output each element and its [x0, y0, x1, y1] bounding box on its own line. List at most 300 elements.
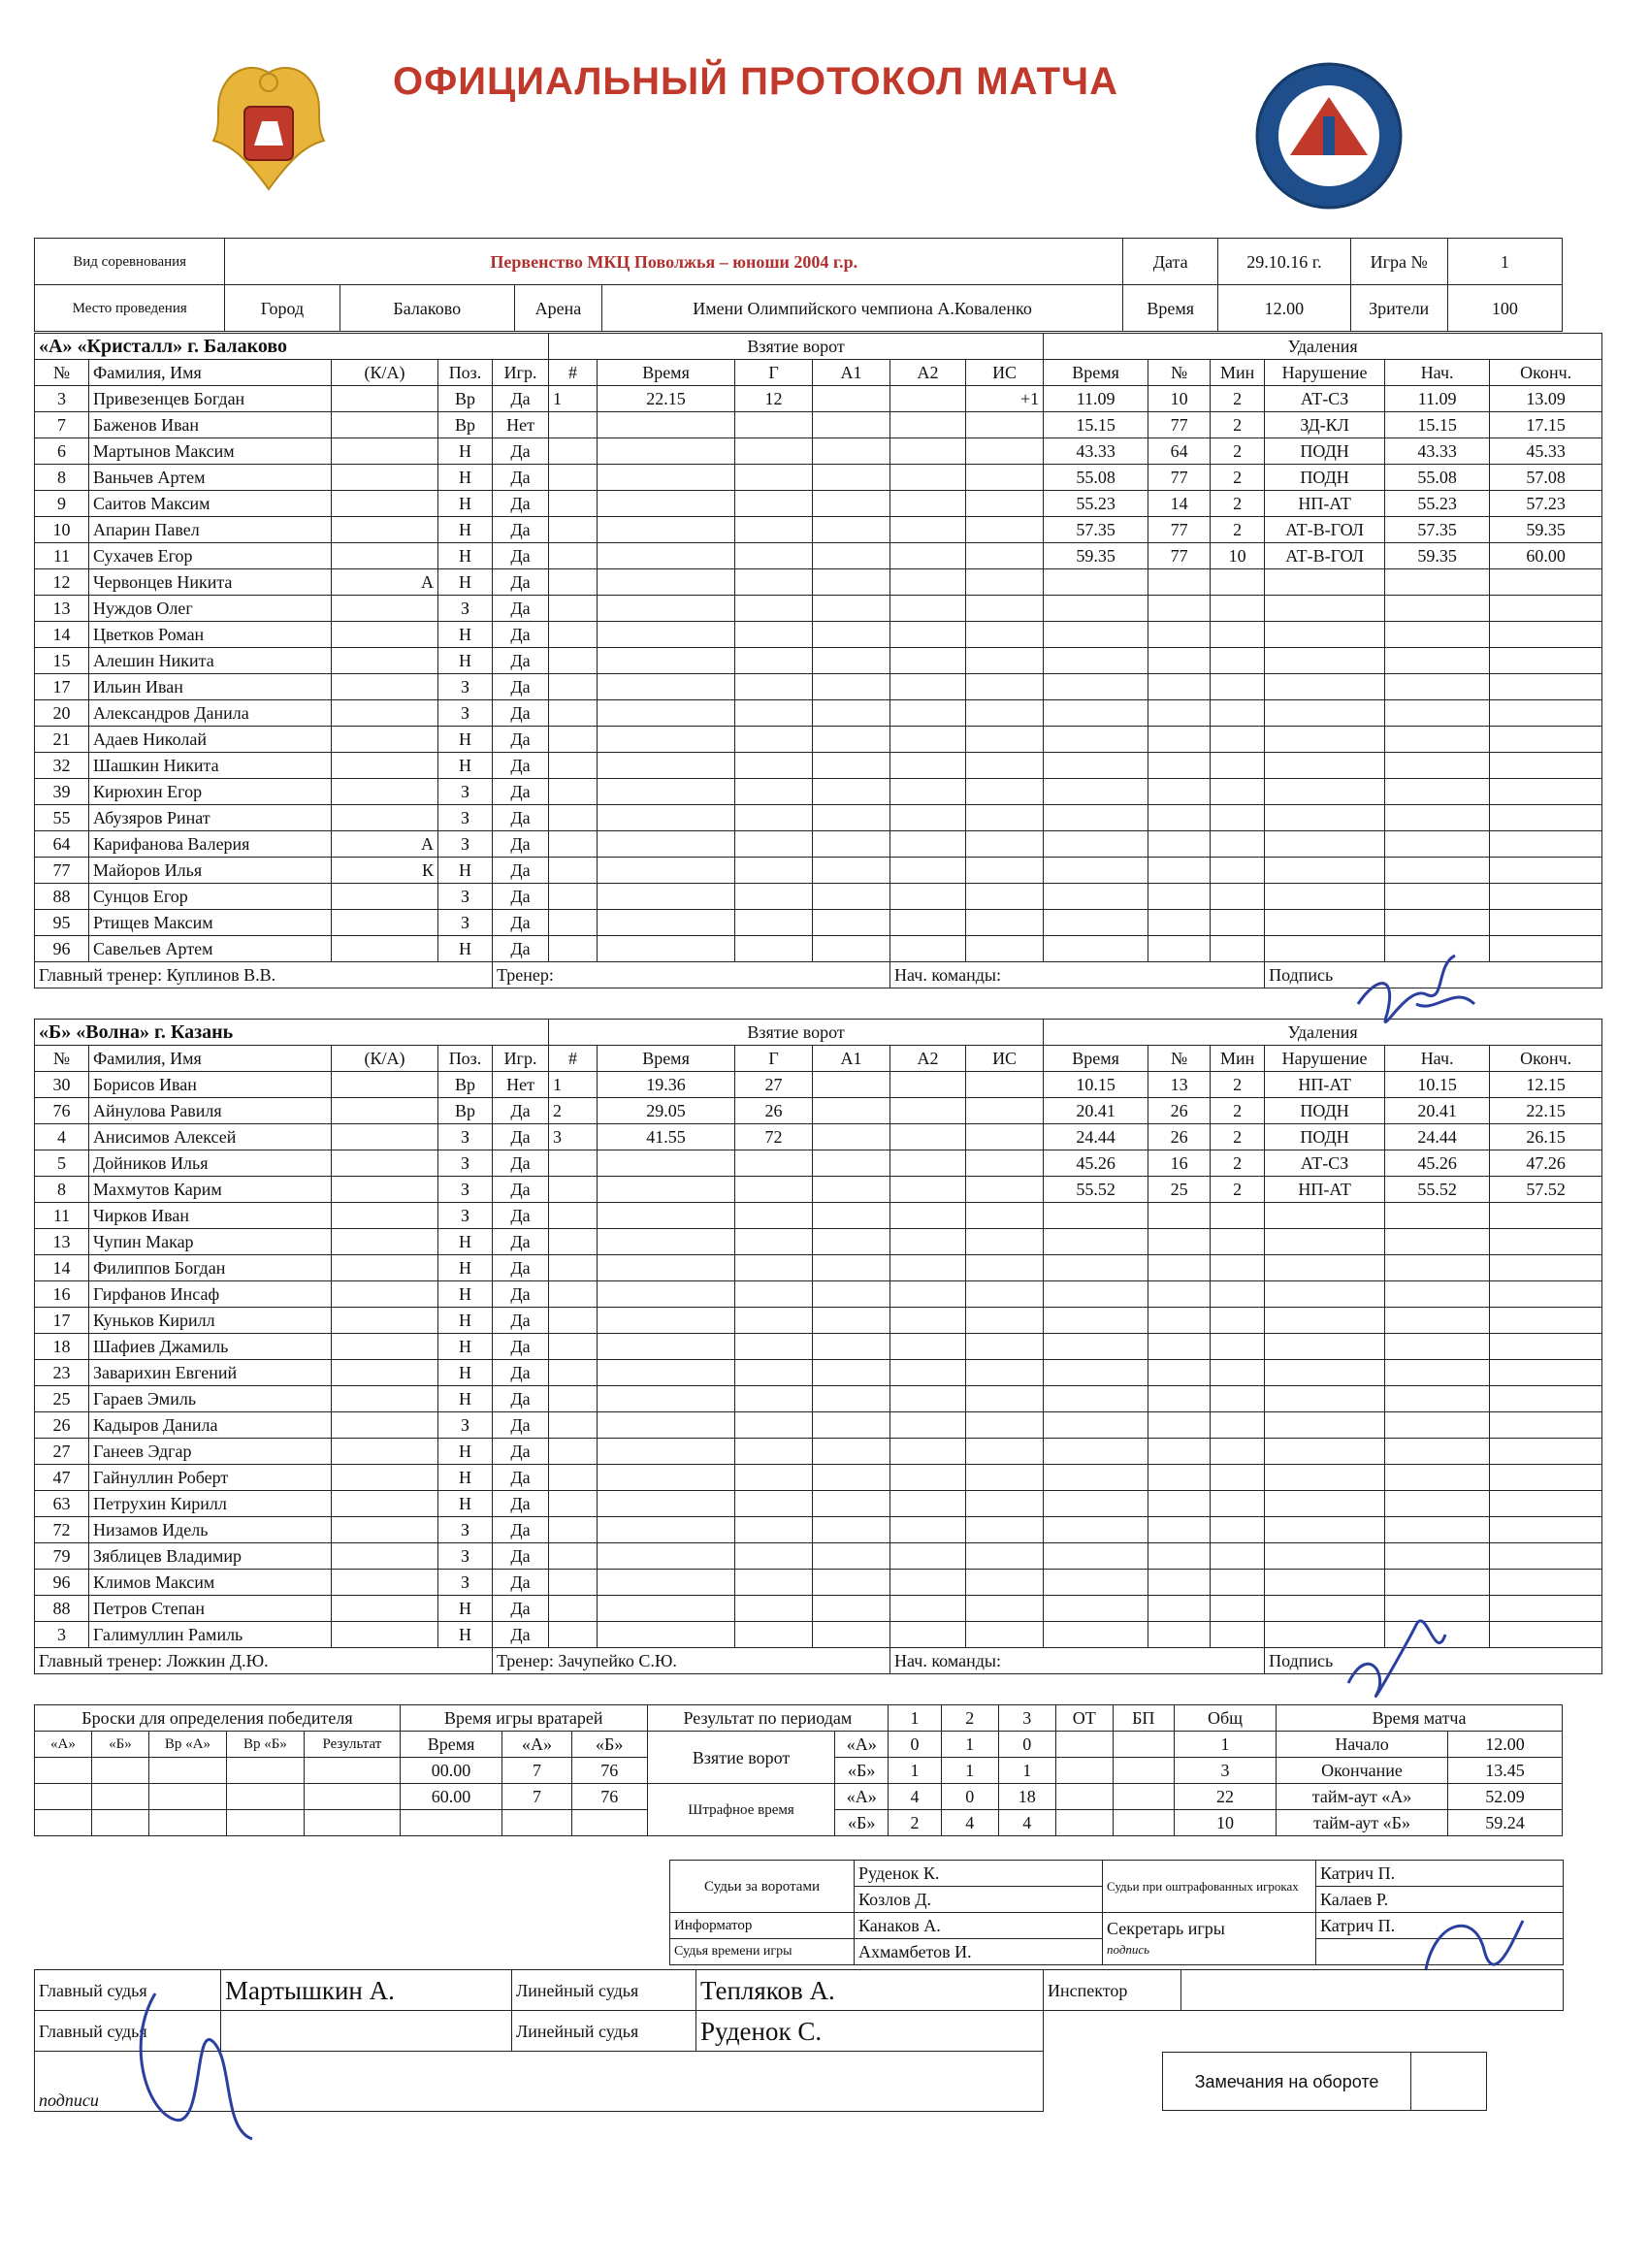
- goal-n: [549, 805, 598, 831]
- goal-is: [966, 1491, 1044, 1517]
- table-row: [35, 1412, 1602, 1439]
- player-pos: З: [438, 884, 493, 910]
- penalty-end: [1490, 1570, 1602, 1596]
- player-name: Дойников Илья: [89, 1150, 332, 1177]
- penalty-viol: [1265, 596, 1385, 622]
- penalty-min: [1211, 831, 1265, 858]
- goal-a1: [813, 1150, 890, 1177]
- goal-g: [735, 543, 813, 569]
- penalty-start: [1385, 1203, 1490, 1229]
- goal-n: [549, 491, 598, 517]
- penalty-min: [1211, 1596, 1265, 1622]
- player-ka: [332, 936, 438, 962]
- pen-a-ot: [1055, 1784, 1113, 1810]
- goal-g: 12: [735, 386, 813, 412]
- penalty-start: [1385, 753, 1490, 779]
- penalty-time: [1044, 1517, 1148, 1543]
- goal-time: [598, 727, 735, 753]
- penalty-start: [1385, 805, 1490, 831]
- goal-time: [598, 1596, 735, 1622]
- goal-g: [735, 1229, 813, 1255]
- penalty-start: [1385, 1491, 1490, 1517]
- team_b-signature: Подпись: [1265, 1648, 1602, 1674]
- team_a-header-is: ИС: [966, 360, 1044, 386]
- so-col-gka: Вр «А»: [148, 1732, 226, 1758]
- penalty-start: [1385, 884, 1490, 910]
- goal-g: [735, 1308, 813, 1334]
- goal-is: [966, 543, 1044, 569]
- penalty-end: [1490, 1360, 1602, 1386]
- goal-a2: [890, 1570, 966, 1596]
- penalty-time: 55.52: [1044, 1177, 1148, 1203]
- penalty-no: [1148, 1255, 1211, 1281]
- penalty-end: 13.09: [1490, 386, 1602, 412]
- penalty-start: [1385, 1465, 1490, 1491]
- goal-n: [549, 1596, 598, 1622]
- player-name: Привезенцев Богдан: [89, 386, 332, 412]
- penalty-start: 45.26: [1385, 1150, 1490, 1177]
- player-pos: Вр: [438, 386, 493, 412]
- penalty-start: 15.15: [1385, 412, 1490, 438]
- goal-is: [966, 1255, 1044, 1281]
- penalty-start: [1385, 727, 1490, 753]
- line-ref-label-2: Линейный судья: [512, 2011, 696, 2052]
- team_a-header-viol: Нарушение: [1265, 360, 1385, 386]
- player-no: 3: [35, 386, 89, 412]
- goal-is: [966, 1596, 1044, 1622]
- player-ka: [332, 1543, 438, 1570]
- goal-is: [966, 1517, 1044, 1543]
- penalty-min: [1211, 753, 1265, 779]
- team_a-header-a1: А1: [813, 360, 890, 386]
- player-name: Карифанова Валерия: [89, 831, 332, 858]
- player-pos: Н: [438, 1255, 493, 1281]
- goal-a1: [813, 1491, 890, 1517]
- goal-is: [966, 779, 1044, 805]
- goal-is: [966, 648, 1044, 674]
- player-name: Ртищев Максим: [89, 910, 332, 936]
- goal-g: [735, 831, 813, 858]
- remarks-label: Замечания на обороте: [1163, 2053, 1411, 2111]
- penalty-min: [1211, 1622, 1265, 1648]
- goal-g: 26: [735, 1098, 813, 1124]
- player-no: 96: [35, 1570, 89, 1596]
- player-play: Да: [493, 858, 549, 884]
- penalty-min: 2: [1211, 1072, 1265, 1098]
- team_b-header-name: Фамилия, Имя: [89, 1046, 332, 1072]
- penalty-min: [1211, 1281, 1265, 1308]
- penalty-no: 26: [1148, 1098, 1211, 1124]
- penalty-end: [1490, 858, 1602, 884]
- team_b-header-viol: Нарушение: [1265, 1046, 1385, 1072]
- goal-a2: [890, 727, 966, 753]
- goal-a1: [813, 674, 890, 700]
- penalty-time: [1044, 1308, 1148, 1334]
- player-name: Филиппов Богдан: [89, 1255, 332, 1281]
- goal-a1: [813, 1570, 890, 1596]
- player-ka: [332, 1150, 438, 1177]
- goal-time: [598, 1360, 735, 1386]
- goal-a1: [813, 1124, 890, 1150]
- penalty-end: 59.35: [1490, 517, 1602, 543]
- goal-a2: [890, 517, 966, 543]
- penalty-min: [1211, 1334, 1265, 1360]
- goal-a1: [813, 1072, 890, 1098]
- goal-n: [549, 936, 598, 962]
- player-ka: [332, 884, 438, 910]
- player-ka: [332, 412, 438, 438]
- penalty-time: [1044, 936, 1148, 962]
- gk-col-b: «Б»: [571, 1732, 647, 1758]
- goal-a2: [890, 700, 966, 727]
- goal-judge-1: Руденок К.: [855, 1861, 1103, 1887]
- player-play: Да: [493, 1491, 549, 1517]
- penalty-end: 26.15: [1490, 1124, 1602, 1150]
- team_a-header-pno: №: [1148, 360, 1211, 386]
- player-no: 10: [35, 517, 89, 543]
- player-no: 5: [35, 1150, 89, 1177]
- goal-time: [598, 936, 735, 962]
- goal-n: [549, 1412, 598, 1439]
- penalty-no: [1148, 1281, 1211, 1308]
- inspector-label: Инспектор: [1044, 1970, 1181, 2011]
- goal-time: [598, 648, 735, 674]
- period-col-3: 3: [998, 1705, 1055, 1732]
- penalty-end: [1490, 936, 1602, 962]
- goal-g: [735, 1491, 813, 1517]
- penalty-no: 10: [1148, 386, 1211, 412]
- goal-time: [598, 1517, 735, 1543]
- player-no: 30: [35, 1072, 89, 1098]
- secretary-sub: подпись: [1107, 1941, 1150, 1957]
- team_a-header-min: Мин: [1211, 360, 1265, 386]
- player-play: Да: [493, 517, 549, 543]
- table-row: [35, 700, 1602, 727]
- goal-is: +1: [966, 386, 1044, 412]
- goal-time: [598, 884, 735, 910]
- signature-team-b: [1329, 1605, 1465, 1712]
- player-name: Петрухин Кирилл: [89, 1491, 332, 1517]
- goals-b-p1: 1: [889, 1758, 942, 1784]
- team_b-header-g: Г: [735, 1046, 813, 1072]
- federation-emblem-logo: [194, 53, 344, 204]
- match-end-value: 13.45: [1447, 1758, 1562, 1784]
- coach-label: Тренер:: [497, 965, 554, 985]
- player-ka: [332, 1098, 438, 1124]
- goal-a1: [813, 1334, 890, 1360]
- goal-a1: [813, 753, 890, 779]
- player-pos: З: [438, 596, 493, 622]
- penalty-viol: ПОДН: [1265, 1124, 1385, 1150]
- player-name: Алешин Никита: [89, 648, 332, 674]
- goal-a2: [890, 858, 966, 884]
- goal-is: [966, 753, 1044, 779]
- penalty-viol: ПОДН: [1265, 1098, 1385, 1124]
- penalty-viol: [1265, 1360, 1385, 1386]
- team-a-table: [34, 333, 1602, 988]
- goal-a2: [890, 438, 966, 465]
- player-play: Да: [493, 753, 549, 779]
- penalty-viol: [1265, 674, 1385, 700]
- table-row: [35, 831, 1602, 858]
- player-play: Да: [493, 1150, 549, 1177]
- player-ka: [332, 386, 438, 412]
- player-ka: [332, 674, 438, 700]
- player-play: Да: [493, 1281, 549, 1308]
- penalty-time: 11.09: [1044, 386, 1148, 412]
- player-no: 63: [35, 1491, 89, 1517]
- team-b-table: [34, 1019, 1602, 1674]
- penalty-no: 25: [1148, 1177, 1211, 1203]
- penalty-no: [1148, 1229, 1211, 1255]
- player-play: Да: [493, 1229, 549, 1255]
- penalty-min: [1211, 1229, 1265, 1255]
- goal-a1: [813, 1255, 890, 1281]
- player-ka: [332, 1124, 438, 1150]
- goal-time: [598, 700, 735, 727]
- table-row: [35, 1124, 1602, 1150]
- goal-time: [598, 1465, 735, 1491]
- player-ka: [332, 1622, 438, 1648]
- player-name: Баженов Иван: [89, 412, 332, 438]
- goal-a1: [813, 1203, 890, 1229]
- penalty-viol: [1265, 648, 1385, 674]
- penalty-min: 2: [1211, 465, 1265, 491]
- penalty-start: [1385, 1255, 1490, 1281]
- goal-is: [966, 700, 1044, 727]
- goal-time: [598, 1229, 735, 1255]
- penalty-start: [1385, 779, 1490, 805]
- goal-n: [549, 569, 598, 596]
- goal-a2: [890, 648, 966, 674]
- goal-n: [549, 884, 598, 910]
- penalty-time: 59.35: [1044, 543, 1148, 569]
- player-play: Да: [493, 1255, 549, 1281]
- player-play: Да: [493, 1570, 549, 1596]
- goal-is: [966, 1570, 1044, 1596]
- penalty-no: [1148, 1360, 1211, 1386]
- player-no: 32: [35, 753, 89, 779]
- player-name: Червонцев Никита: [89, 569, 332, 596]
- informer-value: Канаков А.: [855, 1913, 1103, 1939]
- period-col-total: Общ: [1174, 1705, 1276, 1732]
- table-row: [35, 884, 1602, 910]
- penalty-viol: АТ-В-ГОЛ: [1265, 517, 1385, 543]
- goal-time: 29.05: [598, 1098, 735, 1124]
- goal-g: [735, 1203, 813, 1229]
- goal-g: [735, 674, 813, 700]
- player-play: Да: [493, 674, 549, 700]
- goal-is: [966, 884, 1044, 910]
- player-no: 27: [35, 1439, 89, 1465]
- penalty-viol: [1265, 1491, 1385, 1517]
- pen-a-total: 22: [1174, 1784, 1276, 1810]
- goal-time: [598, 1491, 735, 1517]
- player-no: 88: [35, 884, 89, 910]
- player-name: Гайнуллин Роберт: [89, 1465, 332, 1491]
- pen-b-total: 10: [1174, 1810, 1276, 1836]
- team_a-header-name: Фамилия, Имя: [89, 360, 332, 386]
- penalty-time: [1044, 1439, 1148, 1465]
- player-no: 11: [35, 543, 89, 569]
- player-pos: Н: [438, 1360, 493, 1386]
- player-ka: [332, 1596, 438, 1622]
- goal-g: [735, 727, 813, 753]
- goal-time: [598, 1439, 735, 1465]
- player-no: 79: [35, 1543, 89, 1570]
- table-row: [35, 1229, 1602, 1255]
- goal-a2: [890, 1281, 966, 1308]
- penalty-min: [1211, 779, 1265, 805]
- goal-g: [735, 622, 813, 648]
- player-name: Ганеев Эдгар: [89, 1439, 332, 1465]
- player-pos: Н: [438, 1308, 493, 1334]
- table-row: [35, 727, 1602, 753]
- goal-n: [549, 1281, 598, 1308]
- penalty-viol: АТ-СЗ: [1265, 1150, 1385, 1177]
- penalty-min: [1211, 1570, 1265, 1596]
- team_b-header-ptime: Время: [1044, 1046, 1148, 1072]
- penalty-end: 45.33: [1490, 438, 1602, 465]
- penalty-time: 43.33: [1044, 438, 1148, 465]
- player-pos: Н: [438, 1596, 493, 1622]
- pen-a-p2: 0: [941, 1784, 998, 1810]
- goal-a2: [890, 1517, 966, 1543]
- goal-g: [735, 412, 813, 438]
- line-ref-label-1: Линейный судья: [512, 1970, 696, 2011]
- goal-a2: [890, 1177, 966, 1203]
- team_a-signature: Подпись: [1265, 962, 1602, 988]
- team-a-goals-heading: Взятие ворот: [549, 334, 1044, 360]
- team_b-header-play: Игр.: [493, 1046, 549, 1072]
- player-play: Да: [493, 1360, 549, 1386]
- player-no: 17: [35, 1308, 89, 1334]
- penalty-start: [1385, 700, 1490, 727]
- penalty-min: [1211, 910, 1265, 936]
- goal-time: 41.55: [598, 1124, 735, 1150]
- goal-is: [966, 491, 1044, 517]
- goal-a1: [813, 1360, 890, 1386]
- timeout-b-label: тайм-аут «Б»: [1277, 1810, 1448, 1836]
- goal-a2: [890, 386, 966, 412]
- penalty-no: [1148, 648, 1211, 674]
- arena-value: Имени Олимпийского чемпиона А.Коваленко: [602, 285, 1123, 332]
- player-name: Адаев Николай: [89, 727, 332, 753]
- goal-time: [598, 910, 735, 936]
- table-row: [35, 779, 1602, 805]
- goal-a1: [813, 1543, 890, 1570]
- goal-time: [598, 1543, 735, 1570]
- player-ka: [332, 1517, 438, 1543]
- remarks-box: [1162, 2052, 1487, 2111]
- team_b-header-end: Оконч.: [1490, 1046, 1602, 1072]
- goal-time: [598, 517, 735, 543]
- goal-a2: [890, 569, 966, 596]
- goal-a1: [813, 1465, 890, 1491]
- player-no: 39: [35, 779, 89, 805]
- penalty-start: [1385, 910, 1490, 936]
- penalty-time-label: Штрафное время: [647, 1784, 835, 1836]
- player-pos: Н: [438, 1439, 493, 1465]
- timeout-b-value: 59.24: [1447, 1810, 1562, 1836]
- penalty-time: [1044, 858, 1148, 884]
- timeout-a-value: 52.09: [1447, 1784, 1562, 1810]
- player-ka: [332, 1491, 438, 1517]
- penalty-start: [1385, 569, 1490, 596]
- team-b-title: «Б» «Волна» г. Казань: [35, 1020, 549, 1046]
- team_b-team-chief: Нач. команды:: [890, 1648, 1265, 1674]
- line-ref-2: Руденок С.: [696, 2011, 1044, 2052]
- penalty-start: 20.41: [1385, 1098, 1490, 1124]
- player-pos: Н: [438, 753, 493, 779]
- pen-team-b-label: «Б»: [835, 1810, 889, 1836]
- table-row: [35, 1570, 1602, 1596]
- penalty-start: [1385, 648, 1490, 674]
- so-col-a: «А»: [35, 1732, 92, 1758]
- start-time-label: Время: [1123, 285, 1218, 332]
- player-no: 21: [35, 727, 89, 753]
- goals-a-ot: [1055, 1732, 1113, 1758]
- penalty-time: [1044, 1543, 1148, 1570]
- goal-time: [598, 1255, 735, 1281]
- player-ka: [332, 1386, 438, 1412]
- table-row: [35, 1281, 1602, 1308]
- player-ka: [332, 438, 438, 465]
- penalty-no: [1148, 779, 1211, 805]
- penalty-end: [1490, 1255, 1602, 1281]
- match-start-value: 12.00: [1447, 1732, 1562, 1758]
- player-name: Гирфанов Инсаф: [89, 1281, 332, 1308]
- goal-n: [549, 1203, 598, 1229]
- penalty-time: [1044, 700, 1148, 727]
- pen-b-bp: [1113, 1810, 1174, 1836]
- goal-a2: [890, 884, 966, 910]
- goal-time: [598, 1334, 735, 1360]
- penalty-end: [1490, 1543, 1602, 1570]
- penalty-time: [1044, 884, 1148, 910]
- gk-row1-b: 76: [571, 1758, 647, 1784]
- penalty-end: 22.15: [1490, 1098, 1602, 1124]
- penalty-viol: НП-АТ: [1265, 1177, 1385, 1203]
- player-ka: А: [332, 569, 438, 596]
- goal-n: [549, 1334, 598, 1360]
- penalty-viol: [1265, 1412, 1385, 1439]
- team_b-header-a2: А2: [890, 1046, 966, 1072]
- goal-a2: [890, 674, 966, 700]
- table-row: [35, 1386, 1602, 1412]
- goal-n: [549, 858, 598, 884]
- penalty-start: 59.35: [1385, 543, 1490, 569]
- game-number-value: 1: [1447, 239, 1562, 285]
- goal-g: [735, 438, 813, 465]
- goal-a2: [890, 1334, 966, 1360]
- penalty-no: [1148, 936, 1211, 962]
- penalty-start: [1385, 1386, 1490, 1412]
- penalty-start: 10.15: [1385, 1072, 1490, 1098]
- table-row: [35, 543, 1602, 569]
- penalty-time: [1044, 831, 1148, 858]
- penalty-no: [1148, 1543, 1211, 1570]
- goal-time: [598, 753, 735, 779]
- goal-a1: [813, 936, 890, 962]
- signature-referee: [116, 1984, 272, 2149]
- player-no: 13: [35, 596, 89, 622]
- goals-b-bp: [1113, 1758, 1174, 1784]
- player-ka: [332, 779, 438, 805]
- player-pos: Н: [438, 1334, 493, 1360]
- player-play: Да: [493, 805, 549, 831]
- penalty-min: [1211, 1203, 1265, 1229]
